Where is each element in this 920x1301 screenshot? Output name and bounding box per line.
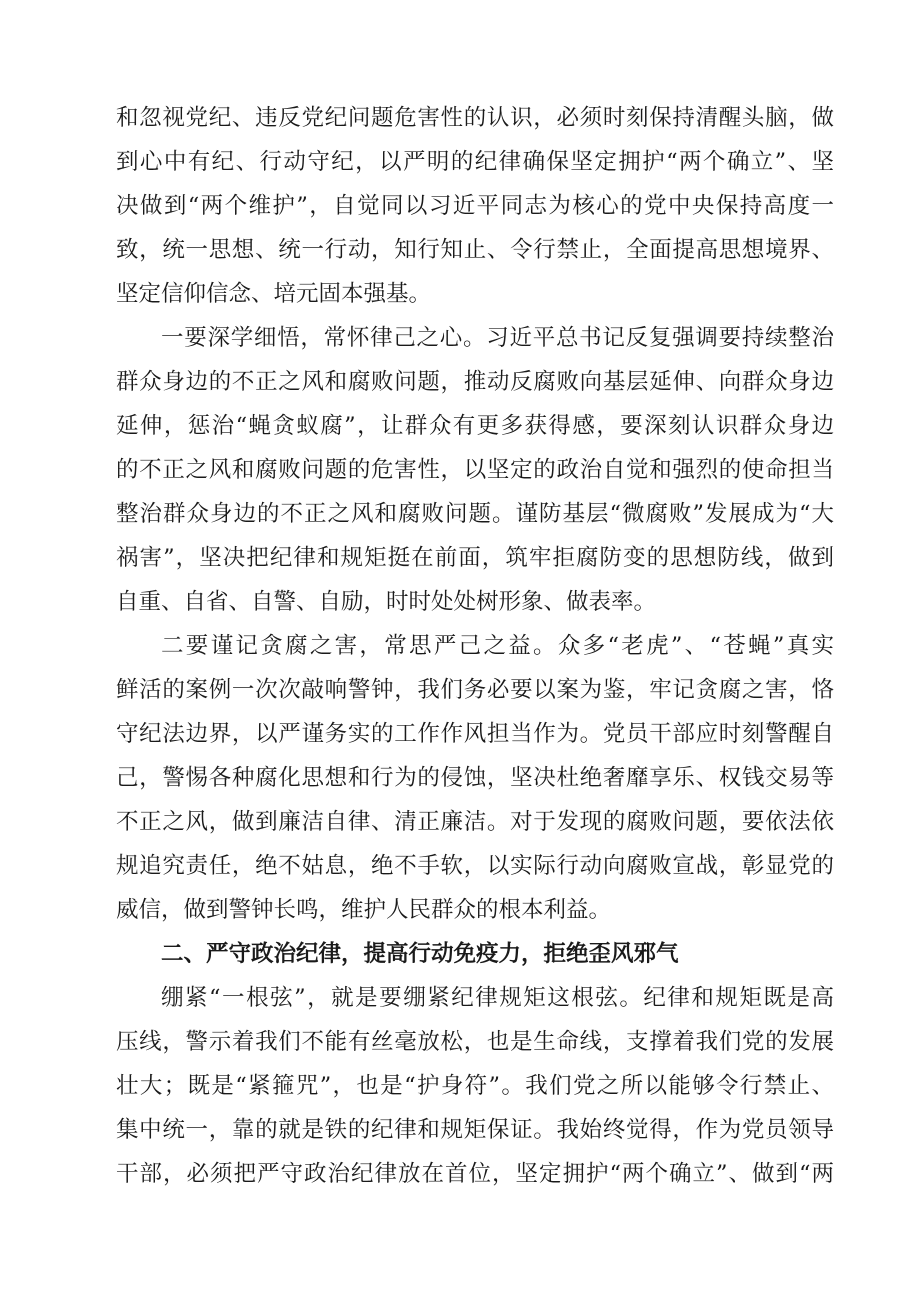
text-line: 己，警惕各种腐化思想和行为的侵蚀，坚决杜绝奢靡享乐、权钱交易等: [116, 765, 834, 791]
text-line: 自重、自省、自警、自励，时时处处树形象、做表率。: [116, 589, 657, 615]
text-line: 一要深学细悟，常怀律己之心。习近平总书记反复强调要持续整治: [161, 325, 834, 351]
text-line: 决做到“两个维护”，自觉同以习近平同志为核心的党中央保持高度一: [116, 193, 834, 219]
text-line: 到心中有纪、行动守纪，以严明的纪律确保坚定拥护“两个确立”、坚: [116, 149, 834, 175]
text-line: 群众身边的不正之风和腐败问题，推动反腐败向基层延伸、向群众身边: [116, 369, 834, 395]
text-line: 整治群众身边的不正之风和腐败问题。谨防基层“微腐败”发展成为“大: [116, 501, 834, 527]
text-line: 威信，做到警钟长鸣，维护人民群众的根本利益。: [116, 897, 612, 923]
section-heading: 二、严守政治纪律，提高行动免疫力，拒绝歪风邪气: [161, 941, 679, 967]
text-line: 二要谨记贪腐之害，常思严己之益。众多“老虎”、“苍蝇”真实: [161, 633, 834, 659]
text-line: 集中统一，靠的就是铁的纪律和规矩保证。我始终觉得，作为党员领导: [116, 1117, 834, 1143]
text-line: 鲜活的案例一次次敲响警钟，我们务必要以案为鉴，牢记贪腐之害，恪: [116, 677, 834, 703]
text-line: 致，统一思想、统一行动，知行知止、令行禁止，全面提高思想境界、: [116, 237, 834, 263]
text-line: 规追究责任，绝不姑息，绝不手软，以实际行动向腐败宣战，彰显党的: [116, 853, 834, 879]
text-line: 和忽视党纪、违反党纪问题危害性的认识，必须时刻保持清醒头脑，做: [116, 105, 834, 131]
text-line: 延伸，惩治“蝇贪蚁腐”，让群众有更多获得感，要深刻认识群众身边: [116, 413, 834, 439]
text-line: 干部，必须把严守政治纪律放在首位，坚定拥护“两个确立”、做到“两: [116, 1161, 834, 1187]
text-line: 绷紧“一根弦”，就是要绷紧纪律规矩这根弦。纪律和规矩既是高: [161, 985, 834, 1011]
text-line: 壮大；既是“紧箍咒”，也是“护身符”。我们党之所以能够令行禁止、: [116, 1073, 834, 1099]
text-line: 守纪法边界，以严谨务实的工作作风担当作为。党员干部应时刻警醒自: [116, 721, 834, 747]
text-line: 压线，警示着我们不能有丝毫放松，也是生命线，支撑着我们党的发展: [116, 1029, 834, 1055]
text-line: 的不正之风和腐败问题的危害性，以坚定的政治自觉和强烈的使命担当: [116, 457, 834, 483]
text-line: 祸害”，坚决把纪律和规矩挺在前面，筑牢拒腐防变的思想防线，做到: [116, 545, 834, 571]
text-line: 坚定信仰信念、培元固本强基。: [116, 281, 432, 307]
text-line: 不正之风，做到廉洁自律、清正廉洁。对于发现的腐败问题，要依法依: [116, 809, 834, 835]
